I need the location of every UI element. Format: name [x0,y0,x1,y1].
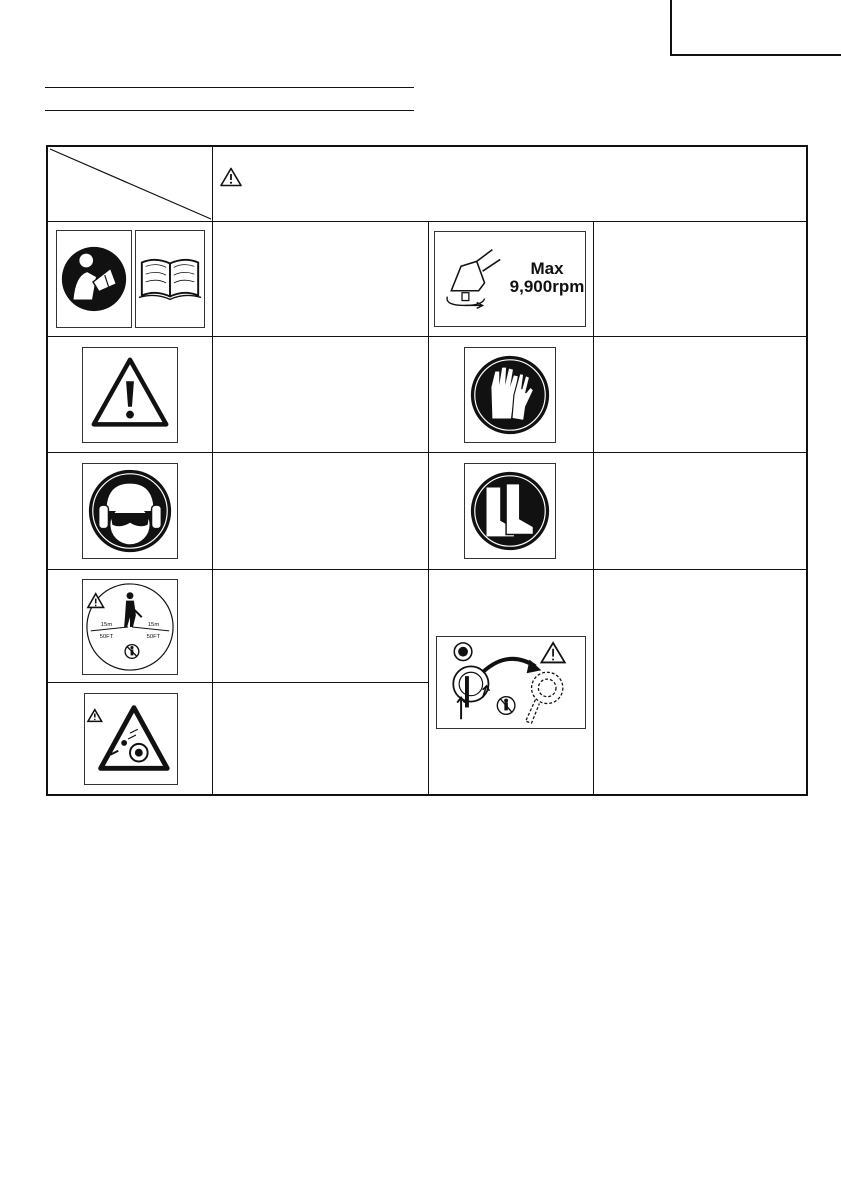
distance-label-right-m: 15m [147,622,160,629]
boots-icon [464,463,556,559]
row-divider-4 [48,682,429,683]
row-divider-header [48,221,806,222]
header-diagonal [48,147,213,221]
col-divider-3 [593,221,594,794]
page-number-box [670,0,841,56]
keep-distance-15m-icon [82,579,178,675]
distance-label-left-ft: 50FT [99,633,114,640]
max-rpm-icon [434,231,586,327]
col-divider-2 [428,221,429,794]
rpm-value: 9,900rpm [509,276,585,296]
symbols-table [46,145,808,796]
distance-label-left-m: 15m [100,622,113,629]
col-divider-1 [212,147,213,794]
open-book-icon [135,230,205,328]
row-divider-1 [48,336,806,337]
max-label: Max [530,259,564,278]
row-divider-2 [48,452,806,453]
head-eye-ear-protection-icon [82,463,178,559]
read-manual-icon [56,230,132,328]
gloves-icon [464,347,556,443]
max-rpm-label [507,260,587,296]
thrown-objects-icon [84,693,178,785]
distance-label-right-ft: 50FT [146,633,161,640]
heading-rule-top [45,87,414,88]
header-warning-icon [220,167,242,187]
warning-icon [82,347,178,443]
blade-inspection-icon [436,636,586,729]
row-divider-3 [48,569,806,570]
heading-rule-bottom [45,110,414,111]
